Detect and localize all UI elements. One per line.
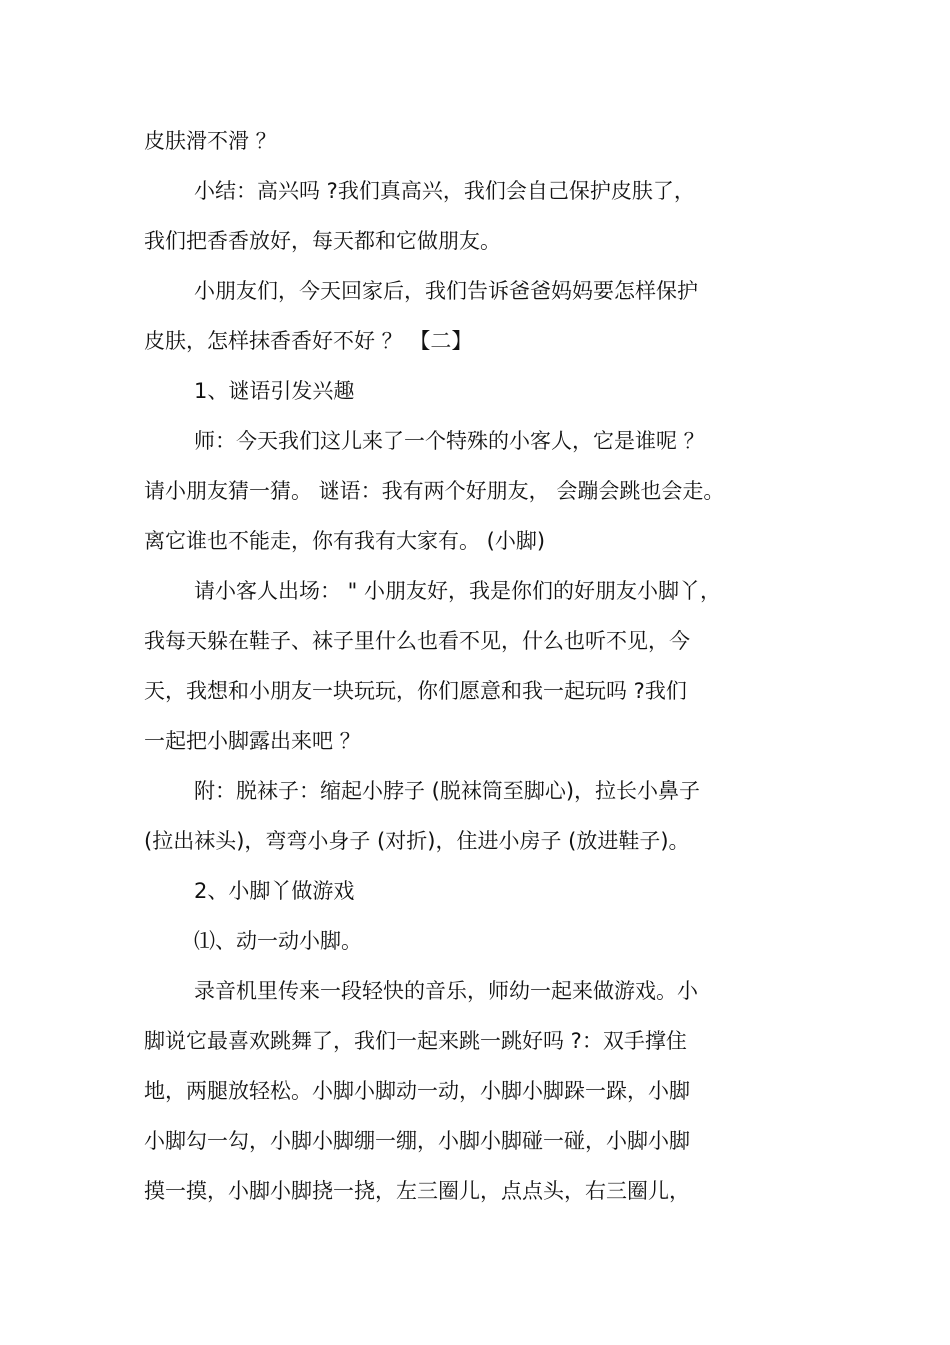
text-line-21: 小脚勾一勾，小脚小脚绷一绷，小脚小脚碰一碰，小脚小脚	[144, 1129, 690, 1153]
text-line-15: (拉出袜头)，弯弯小身子 (对折)，住进小房子 (放进鞋子)。	[144, 829, 690, 853]
text-line-1: 皮肤滑不滑 ？	[144, 129, 277, 153]
text-line-9: 离它谁也不能走，你有我有大家有。 (小脚)	[144, 529, 546, 553]
section-heading-1: 1、谜语引发兴趣	[194, 379, 355, 403]
subsection-heading-1: ⑴、动一动小脚。	[194, 929, 362, 953]
text-line-22: 摸一摸，小脚小脚挠一挠，左三圈儿，点点头，右三圈儿，	[144, 1179, 690, 1203]
text-line-2: 小结：高兴吗 ?我们真高兴，我们会自己保护皮肤了，	[194, 179, 695, 203]
text-line-12: 天，我想和小朋友一块玩玩，你们愿意和我一起玩吗 ?我们	[144, 679, 687, 703]
text-line-10: 请小客人出场： " 小朋友好，我是你们的好朋友小脚丫，	[194, 579, 722, 603]
text-line-5: 皮肤，怎样抹香香好不好 ？ 【二】	[144, 329, 473, 353]
text-line-18: 录音机里传来一段轻快的音乐，师幼一起来做游戏。小	[194, 979, 698, 1003]
text-line-8: 请小朋友猜一猜。 谜语：我有两个好朋友， 会蹦会跳也会走。	[144, 479, 725, 503]
text-line-13: 一起把小脚露出来吧 ？	[144, 729, 361, 753]
text-line-11: 我每天躲在鞋子、袜子里什么也看不见，什么也听不见，今	[144, 629, 690, 653]
section-heading-2: 2、小脚丫做游戏	[194, 879, 355, 903]
text-line-20: 地，两腿放轻松。小脚小脚动一动，小脚小脚跺一跺，小脚	[144, 1079, 690, 1103]
text-line-14: 附：脱袜子：缩起小脖子 (脱袜筒至脚心)，拉长小鼻子	[194, 779, 701, 803]
text-line-4: 小朋友们，今天回家后，我们告诉爸爸妈妈要怎样保护	[194, 279, 698, 303]
text-line-3: 我们把香香放好，每天都和它做朋友。	[144, 229, 501, 253]
text-line-19: 脚说它最喜欢跳舞了，我们一起来跳一跳好吗 ?：双手撑住	[144, 1029, 687, 1053]
text-line-7: 师：今天我们这儿来了一个特殊的小客人，它是谁呢 ？	[194, 429, 705, 453]
